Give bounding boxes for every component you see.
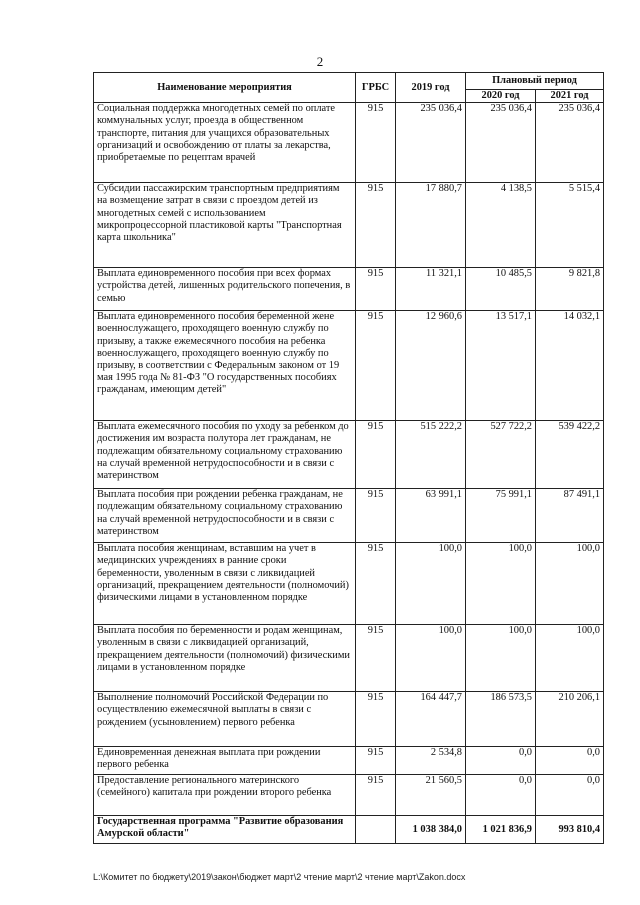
table-row [94, 747, 604, 775]
row-value-2019: 235 036,4 [396, 103, 466, 183]
row-value-2020: 235 036,4 [466, 103, 536, 183]
table-row [94, 183, 604, 268]
total-value-2020: 1 021 836,9 [466, 816, 536, 844]
row-value-2020: 186 573,5 [466, 692, 536, 747]
row-grbs: 915 [356, 103, 396, 183]
total-grbs [356, 816, 396, 844]
row-value-2021: 14 032,1 [536, 311, 604, 421]
row-name: Выплата единовременного пособия при всех формах устройства детей, лишенных родительского попечения, в семью [94, 268, 356, 311]
table-row [94, 625, 604, 692]
row-value-2021: 0,0 [536, 747, 604, 775]
total-name: Государственная программа "Развитие образования Амурской области" [94, 816, 356, 844]
table-row [94, 692, 604, 747]
row-value-2021: 235 036,4 [536, 103, 604, 183]
total-value-2019: 1 038 384,0 [396, 816, 466, 844]
row-grbs: 915 [356, 625, 396, 692]
page-number: 2 [316, 54, 324, 69]
row-name: Единовременная денежная выплата при рождении первого ребенка [94, 747, 356, 775]
row-value-2019: 21 560,5 [396, 775, 466, 816]
row-value-2021: 9 821,8 [536, 268, 604, 311]
table-row [94, 775, 604, 816]
row-grbs: 915 [356, 311, 396, 421]
row-name: Выплата пособия по беременности и родам женщинам, уволенным в связи с ликвидацией организаций, прекращением деятельности (полномочий) физическими лицами в установленном порядке [94, 625, 356, 692]
row-grbs: 915 [356, 268, 396, 311]
header-year-2021: 2021 год [536, 90, 604, 103]
table-row [94, 103, 604, 183]
row-value-2020: 100,0 [466, 543, 536, 625]
header-year-2019: 2019 год [396, 73, 466, 103]
row-value-2020: 10 485,5 [466, 268, 536, 311]
row-grbs: 915 [356, 421, 396, 489]
row-value-2020: 4 138,5 [466, 183, 536, 268]
row-value-2020: 13 517,1 [466, 311, 536, 421]
row-value-2019: 2 534,8 [396, 747, 466, 775]
header-grbs: ГРБС [356, 73, 396, 103]
total-value-2021: 993 810,4 [536, 816, 604, 844]
header-planned-period: Плановый период [466, 73, 604, 90]
row-value-2019: 515 222,2 [396, 421, 466, 489]
row-grbs: 915 [356, 543, 396, 625]
row-name: Выплата единовременного пособия беременной жене военнослужащего, проходящего военную службу по призыву, а также ежемесячного пособия на ребенка военнослужащего, проходящего военную службу по призыву, в соответствии с Федеральным законом от 19 мая 1995 года № 81-ФЗ "О государственных пособиях гражданам, имеющим детей" [94, 311, 356, 421]
table-row [94, 268, 604, 311]
row-value-2019: 164 447,7 [396, 692, 466, 747]
table-row [94, 489, 604, 543]
row-value-2019: 63 991,1 [396, 489, 466, 543]
row-name: Субсидии пассажирским транспортным предприятиям на возмещение затрат в связи с проездом детей из многодетных семей с использованием микропроцессорной пластиковой карты "Транспортная карта школьника" [94, 183, 356, 268]
row-value-2019: 12 960,6 [396, 311, 466, 421]
header-year-2020: 2020 год [466, 90, 536, 103]
row-value-2019: 17 880,7 [396, 183, 466, 268]
row-grbs: 915 [356, 747, 396, 775]
row-value-2019: 100,0 [396, 543, 466, 625]
row-grbs: 915 [356, 775, 396, 816]
budget-table [93, 72, 604, 844]
row-value-2021: 539 422,2 [536, 421, 604, 489]
row-value-2021: 100,0 [536, 625, 604, 692]
table-row [94, 543, 604, 625]
row-value-2020: 75 991,1 [466, 489, 536, 543]
row-value-2020: 100,0 [466, 625, 536, 692]
row-name: Социальная поддержка многодетных семей по оплате коммунальных услуг, проезда в общественном транспорте, питания для учащихся образовательных организаций и освобождению от платы за лекарства, приобретаемые по рецептам врачей [94, 103, 356, 183]
row-value-2021: 0,0 [536, 775, 604, 816]
total-row [94, 816, 604, 844]
row-value-2019: 11 321,1 [396, 268, 466, 311]
row-value-2021: 5 515,4 [536, 183, 604, 268]
row-value-2020: 0,0 [466, 747, 536, 775]
row-grbs: 915 [356, 489, 396, 543]
row-grbs: 915 [356, 183, 396, 268]
file-path-footer: L:\Комитет по бюджету\2019\закон\бюджет март\2 чтение март\2 чтение март\Zakon.docx [93, 872, 466, 882]
row-value-2021: 87 491,1 [536, 489, 604, 543]
row-value-2020: 527 722,2 [466, 421, 536, 489]
table-row [94, 311, 604, 421]
header-name: Наименование мероприятия [94, 73, 356, 103]
row-value-2021: 100,0 [536, 543, 604, 625]
row-value-2019: 100,0 [396, 625, 466, 692]
row-name: Предоставление регионального материнского (семейного) капитала при рождении второго ребенка [94, 775, 356, 816]
table-row [94, 421, 604, 489]
row-grbs: 915 [356, 692, 396, 747]
row-value-2020: 0,0 [466, 775, 536, 816]
row-name: Выполнение полномочий Российской Федерации по осуществлению ежемесячной выплаты в связи с рождением (усыновлением) первого ребенка [94, 692, 356, 747]
row-name: Выплата пособия при рождении ребенка гражданам, не подлежащим обязательному социальному страхованию на случай временной нетрудоспособности и в связи с материнством [94, 489, 356, 543]
row-value-2021: 210 206,1 [536, 692, 604, 747]
row-name: Выплата пособия женщинам, вставшим на учет в медицинских учреждениях в ранние сроки беременности, уволенным в связи с ликвидацией организаций, прекращением деятельности (полномочий) физическими лицами в установленном порядке [94, 543, 356, 625]
row-name: Выплата ежемесячного пособия по уходу за ребенком до достижения им возраста полутора лет гражданам, не подлежащим обязательному социальному страхованию на случай временной нетрудоспособности и в связи с материнством [94, 421, 356, 489]
